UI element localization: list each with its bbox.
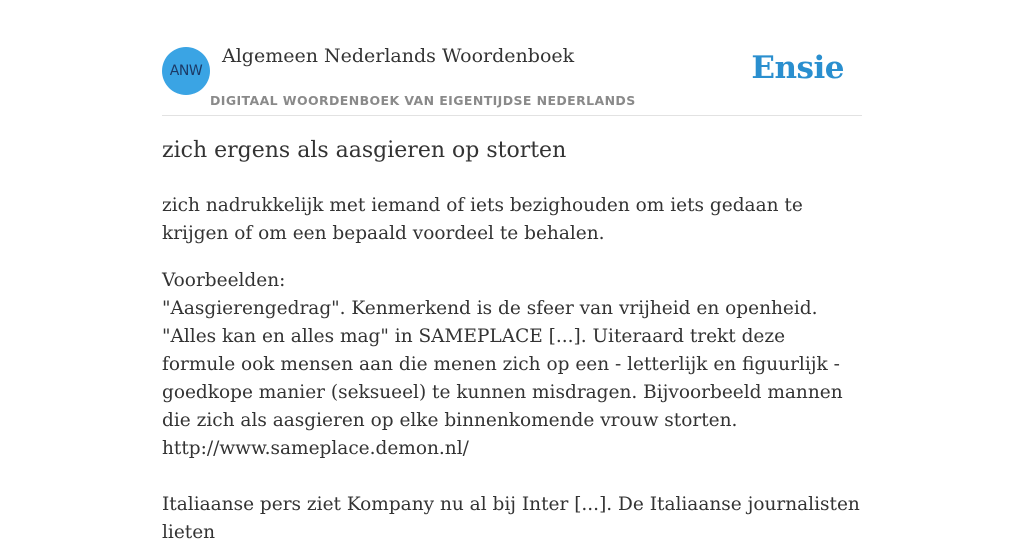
example-quote: Italiaanse pers ziet Kompany nu al bij Inter [...]. De Italiaanse journalisten lieten [162,494,860,543]
example-quote: "Aasgierengedrag". Kenmerkend is de sfeer van vrijheid en openheid. "Alles kan en alles mag" in SAMEPLACE [...]. Uiteraard trekt deze formule ook mensen aan die menen zich op een - letterlijk en figuurlijk - goedkope manier (seksueel) te kunnen misdragen. Bijvoorbeeld mannen die zich als aasgieren op elke binnenkomende vrouw storten. [162,298,843,431]
content-container [162,0,862,543]
examples-section [162,267,862,547]
site-title[interactable]: Algemeen Nederlands Woordenboek [222,45,575,67]
logo-text: ANW [169,63,203,79]
entry-definition: zich nadrukkelijk met iemand of iets bezighouden om iets gedaan te krijgen of om een bepaald voordeel te behalen. [162,195,803,244]
examples-label: Voorbeelden: [162,270,286,291]
example-source-link[interactable]: http://www.sameplace.demon.nl/ [162,438,469,459]
site-header [162,0,862,116]
site-subtitle: DIGITAAL WOORDENBOEK VAN EIGENTIJDSE NEDERLANDS [210,93,636,108]
anw-logo[interactable] [162,47,210,95]
example-spacer [162,463,862,491]
ensie-brand-link[interactable]: Ensie [751,50,844,86]
entry-term: zich ergens als aasgieren op storten [162,138,567,163]
